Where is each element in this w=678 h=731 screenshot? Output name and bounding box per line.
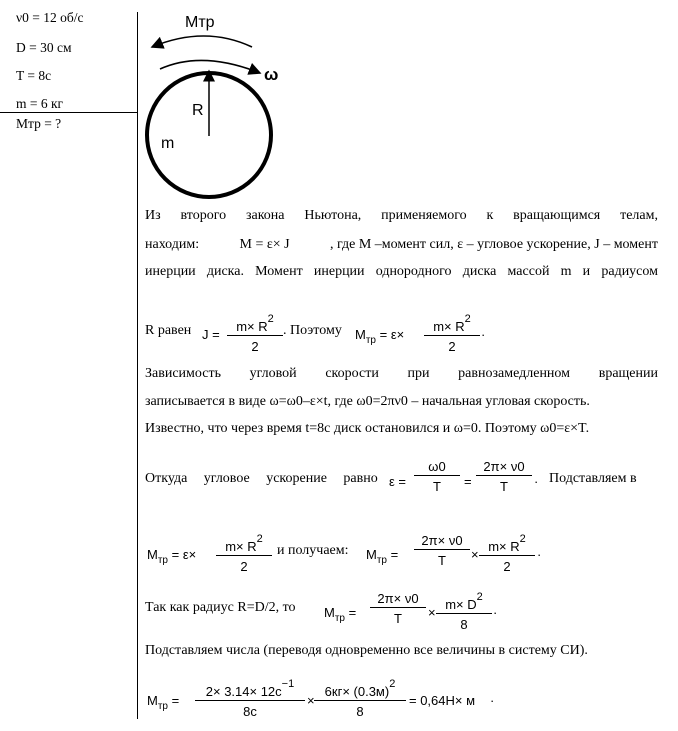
fraction-numeric-a: $\frac{2\times 3.14\times 12c^{-1}}{8c}$ xyxy=(195,678,305,719)
fraction-mr2-over-2-d: $\frac{m\times R^2}{2}$ xyxy=(479,533,535,574)
fraction-numeric-b: $6кг\times (0.3м)^2$ 8 xyxy=(314,678,406,719)
text-p6-a: Так как радиус R=D/2, то xyxy=(145,600,296,615)
fraction-md2-over-8: $\frac{m\times D^2}{8}$ xyxy=(436,591,492,632)
formula-times-1: × xyxy=(471,547,479,562)
text-p1-line2-a: находим: xyxy=(145,237,200,252)
text-p1-line3: инерции диска. Момент инерции однородного диска массой m и радиусом xyxy=(145,264,658,279)
formula-dot-2: · xyxy=(534,474,539,489)
formula-mtr-lhs-4: $M_{тр}$ = xyxy=(324,605,357,624)
torque-arrow xyxy=(152,36,252,47)
formula-dot-3: · xyxy=(537,547,542,562)
mass-label: m xyxy=(161,135,175,152)
text-p3-line3: Известно, что через время t=8c диск остановился и ω=0. Поэтому ω0=ε×T. xyxy=(145,421,590,436)
text-p5-a: и получаем: xyxy=(277,543,349,558)
formula-m-eps-j: M = ε× J xyxy=(239,237,290,252)
fraction-mr2-over-2-c: $\frac{m\times R^2}{2}$ xyxy=(216,533,272,574)
formula-eps-lhs: ε = xyxy=(389,474,406,489)
given-diameter: D = 30 см xyxy=(16,40,72,55)
text-p2-b: . Поэтому xyxy=(283,323,342,338)
given-mass: m = 6 кг xyxy=(16,96,64,111)
text-p1-line2 xyxy=(145,237,658,253)
text-p2-a: R равен xyxy=(145,323,192,338)
page-divider-vertical xyxy=(137,12,138,719)
text-p7: Подставляем числа (переводя одновременно все величины в систему СИ). xyxy=(145,643,588,658)
fraction-2pinu0-over-t: $\frac{2\pi\times \nu 0}{T}$ xyxy=(476,459,532,494)
disk-figure xyxy=(140,5,300,205)
formula-j-lhs: J = xyxy=(202,327,220,342)
text-p4-a: Откуда угловое ускорение равно xyxy=(145,471,378,486)
formula-mtr-lhs-5: $M_{тр}$ = xyxy=(147,693,180,712)
omega-label: ω xyxy=(264,65,279,84)
torque-label: Mтр xyxy=(185,14,215,31)
given-unknown: Mтр = ? xyxy=(16,116,62,131)
formula-result: = 0,64H× м xyxy=(409,693,476,708)
text-p3-line2: записывается в виде ω=ω0–ε×t, где ω0=2πν0 – начальная угловая скорость. xyxy=(145,394,590,409)
fraction-omega0-over-t: $\frac{\omega 0}{T}$ xyxy=(414,459,460,494)
fraction-2pinu0-over-t-c: $\frac{2\pi\times \nu 0}{T}$ xyxy=(370,591,426,626)
formula-dot-4: · xyxy=(493,605,498,620)
formula-eq-1: = xyxy=(464,474,472,489)
given-time: T = 8c xyxy=(16,68,52,83)
formula-dot: · xyxy=(481,327,486,342)
text-p4-b: Подставляем в xyxy=(549,471,637,486)
fraction-mr2-over-2-b: $\frac{m\times R^2}{2}$ xyxy=(424,313,480,354)
formula-mtr-lhs-3: $M_{тр}$ = xyxy=(366,547,399,566)
formula-times-3: × xyxy=(307,693,315,708)
formula-times-2: × xyxy=(428,605,436,620)
formula-mtr-lhs-1: $M_{тр} = \varepsilon\times$ xyxy=(355,327,405,346)
fraction-mr2-over-2: $\frac{m\times R^2}{2}$ xyxy=(227,313,283,354)
formula-mtr-lhs-2: $M_{тр} = \varepsilon\times$ xyxy=(147,547,197,566)
formula-dot-5: · xyxy=(490,693,495,708)
given-nu0: ν0 = 12 об/с xyxy=(16,10,84,25)
text-p1-line2-b: , где M –момент сил, ε – угловое ускорение, J – момент xyxy=(329,237,658,252)
text-p1-line1: Из второго закона Ньютона, применяемого к вращающимся телам, xyxy=(145,208,658,223)
given-divider-horizontal xyxy=(0,112,137,113)
radius-label: R xyxy=(192,102,204,119)
text-p3-line1: Зависимость угловой скорости при равнозамедленном вращении xyxy=(145,366,658,381)
fraction-2pinu0-over-t-b: $\frac{2\pi\times \nu 0}{T}$ xyxy=(414,533,470,568)
